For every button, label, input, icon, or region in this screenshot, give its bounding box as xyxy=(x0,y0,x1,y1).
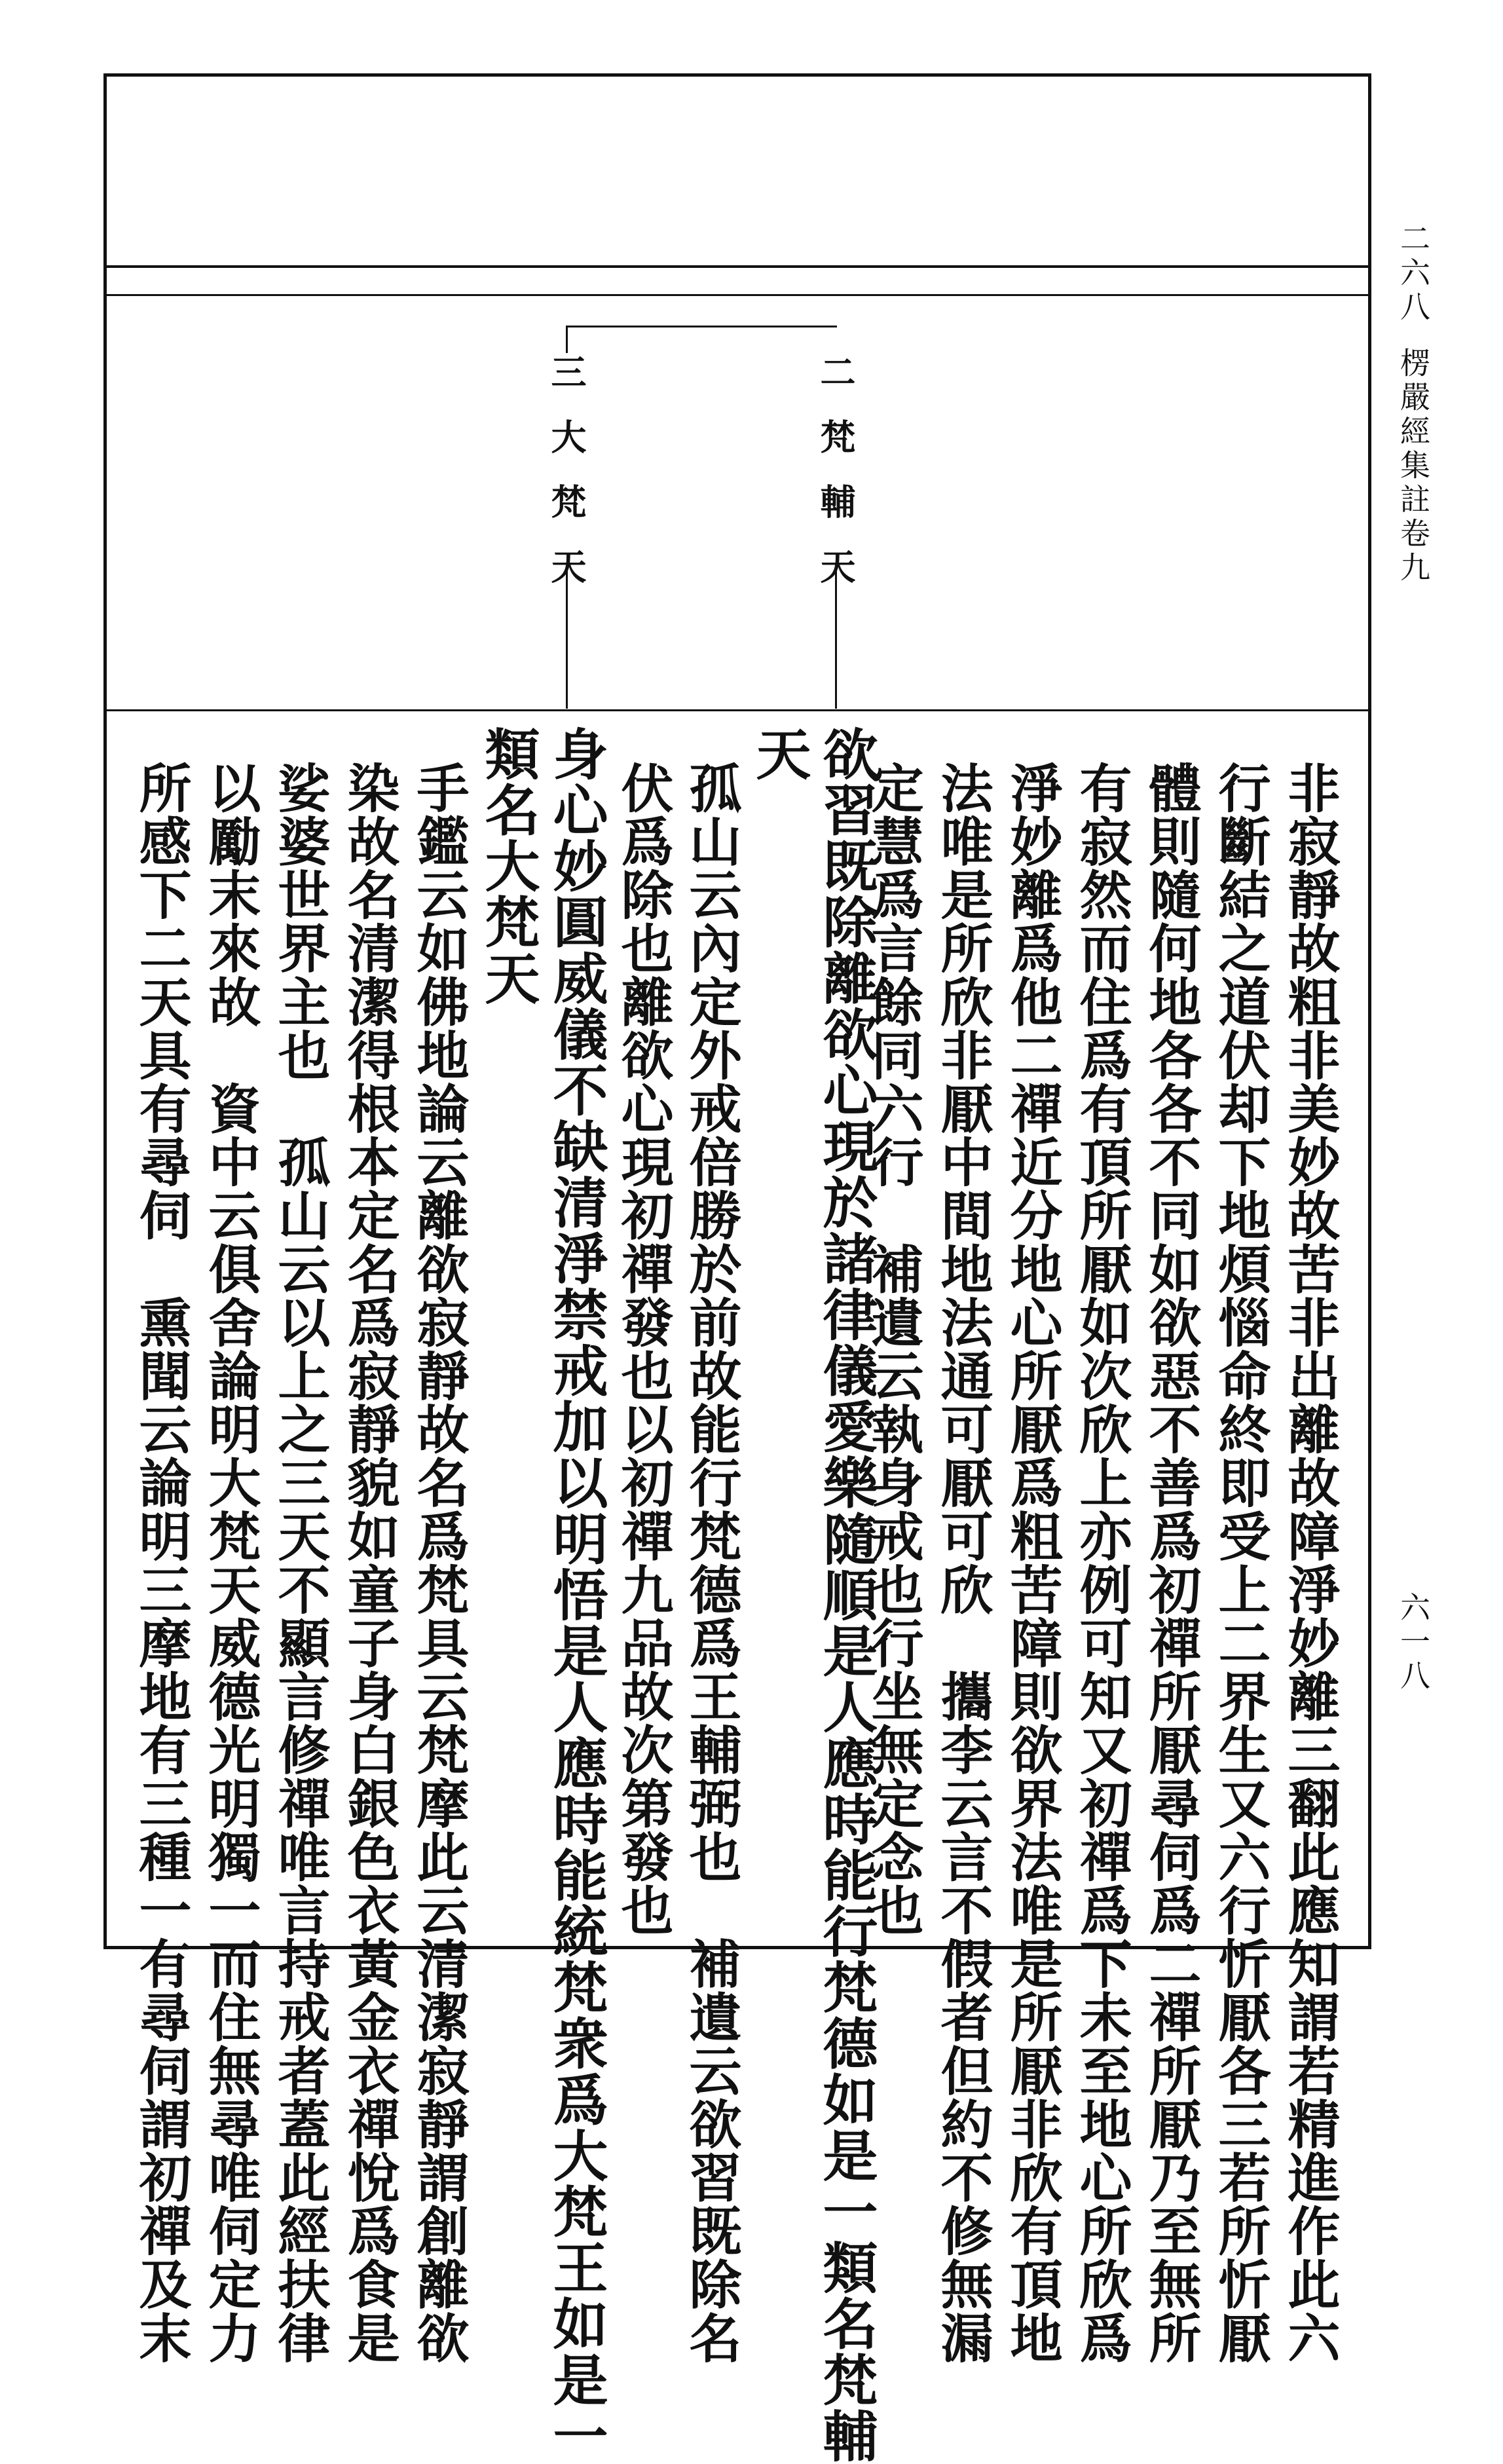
text-column-11: 染故名清潔得根本定名爲寂靜貌如童子身白銀色衣黃金衣禪悅爲食是 xyxy=(339,761,400,2364)
text-column-12: 娑婆世界主也 孤山云以上之三天不顯言修禪唯言持戒者蓋此經扶律 xyxy=(269,761,331,2364)
heaven-brahma-ministers: 二梵輔天 xyxy=(815,354,857,613)
text-column-10: 手鑑云如佛地論云離欲寂靜故名爲梵具云梵摩此云清潔寂靜謂創離欲 xyxy=(408,761,470,2364)
sutra-column-1: 欲習既除離欲心現於諸律儀愛樂隨順是人應時能行梵德如是一類名梵輔 xyxy=(814,726,879,2464)
header-rule-top xyxy=(103,265,1371,268)
sutra-column-2: 天 xyxy=(747,726,812,782)
text-column-6: 法唯是所欣非厭中間地法通可厭可欣 攜李云言不假者但約不修無漏 xyxy=(932,761,993,2364)
sutra-column-4: 類名大梵天 xyxy=(476,726,541,1006)
text-column-5: 淨妙離爲他二禪近分地心所厭爲粗苦障則欲界法唯是所厭非欣有頂地 xyxy=(1001,761,1063,2364)
sutra-column-3: 身心妙圓威儀不缺清淨禁戒加以明悟是人應時能統梵衆爲大梵王如是一 xyxy=(544,726,609,2464)
text-column-14: 所感下二天具有尋伺 熏聞云論明三摩地有三種一有尋伺謂初禪及末 xyxy=(130,761,192,2364)
page-number: 二六八 xyxy=(1396,223,1431,325)
tree-rule xyxy=(103,709,1371,711)
text-column-4: 有寂然而住爲有頂所厭如次欣上亦例可知又初禪爲下未至地心所欣爲 xyxy=(1071,761,1132,2364)
tree-connector xyxy=(566,326,837,327)
heaven-great-brahma: 三大梵天 xyxy=(546,354,587,613)
text-column-1: 非寂靜故粗非美妙故苦非出離故障淨妙離三翻此應知謂若精進作此六 xyxy=(1279,761,1341,2364)
text-column-9: 伏爲除也離欲心現初禪發也以初禪九品故次第發也 xyxy=(612,761,674,1937)
tree-branch-left xyxy=(566,326,568,353)
text-column-2: 行斷結之道伏却下地煩惱命終即受上二界生又六行忻厭各三若所忻厭 xyxy=(1210,761,1271,2364)
header-rule-bottom xyxy=(103,294,1371,296)
text-column-13: 以勵末來故 資中云俱舍論明大梵天威德光明獨一而住無尋唯伺定力 xyxy=(200,761,261,2364)
book-title: 楞嚴經集註卷九 xyxy=(1396,347,1431,586)
text-column-7: 定慧爲言餘同六行 補遺云執身戒也行坐無定念也 xyxy=(863,761,924,1937)
folio-number: 六一八 xyxy=(1396,1592,1431,1694)
text-column-3: 體則隨何地各各不同如欲惡不善爲初禪所厭尋伺爲二禪所厭乃至無所 xyxy=(1140,761,1202,2364)
text-column-8: 孤山云內定外戒倍勝於前故能行梵德爲王輔弼也 補遺云欲習既除名 xyxy=(680,761,742,2364)
